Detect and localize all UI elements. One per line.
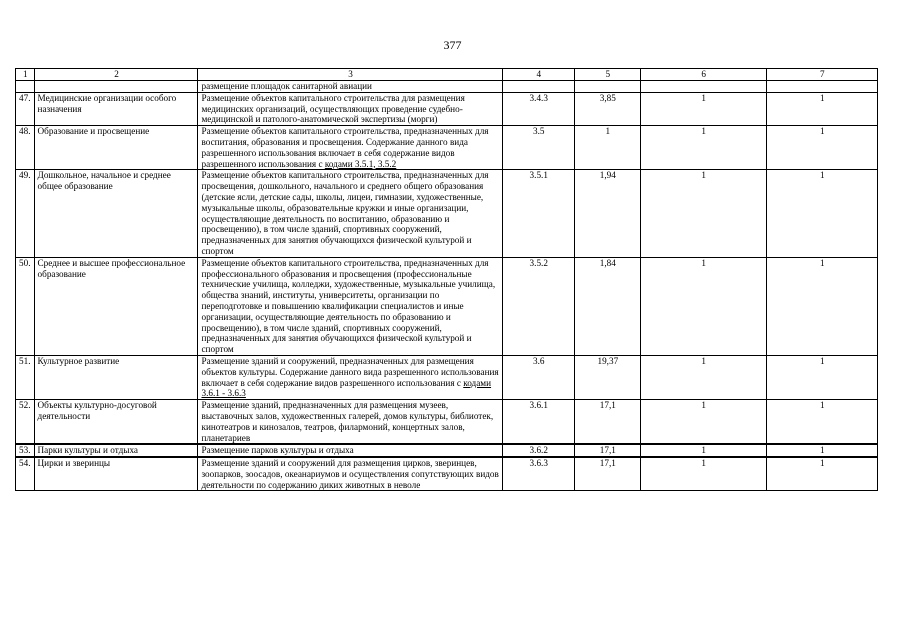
cell-k1: 1 [640, 457, 766, 491]
cell-code: 3.6.2 [502, 444, 574, 457]
cell-description [198, 257, 502, 355]
cell-k1: 1 [640, 444, 766, 457]
cell-num: 52. [16, 400, 35, 445]
column-header: 7 [766, 69, 877, 81]
cell-name [34, 81, 198, 93]
description-text: Размещение объектов капитального строительства, предназначенных для просвещения, дошкольного, начального и среднего общего образования (детские ясли, детские сады, школы, лицеи, гимназии, художественные, музыкальные школы, образовательные кружки и иные организации, осуществляющие деятельность по воспитанию, образованию и просвещению), в том числе зданий, спортивных сооружений, предназначенных для занятия обучающихся физической культурой и спортом [201, 170, 489, 256]
cell-description [198, 400, 502, 445]
cell-code: 3.5 [502, 126, 574, 170]
cell-code: 3.6.1 [502, 400, 574, 445]
column-header: 3 [198, 69, 502, 81]
cell-k1: 1 [640, 400, 766, 445]
cell-value: 17,1 [574, 400, 640, 445]
description-text: Размещение зданий, предназначенных для размещения музеев, выставочных залов, художественных галерей, домов культуры, библиотек, кинотеатров и кинозалов, театров, филармоний, концертных залов, планетариев [201, 400, 494, 443]
description-text: Размещение зданий и сооружений, предназначенных для размещения объектов культуры. Содержание данного вида разрешенного использования включает в себя содержание видов разрешенного использования с [201, 355, 499, 388]
cell-name: Культурное развитие [34, 355, 198, 399]
cell-description [198, 457, 502, 491]
column-header: 6 [640, 69, 766, 81]
cell-description [198, 170, 502, 257]
table-row [16, 126, 878, 170]
table-row [16, 400, 878, 445]
cell-code: 3.5.2 [502, 257, 574, 355]
cell-k2: 1 [766, 444, 877, 457]
cell-k2: 1 [766, 170, 877, 257]
description-text: Размещение парков культуры и отдыха [201, 445, 354, 456]
column-header: 1 [16, 69, 35, 81]
table-row [16, 444, 878, 457]
cell-num: 50. [16, 257, 35, 355]
cell-k2: 1 [766, 92, 877, 125]
table-body [16, 92, 878, 491]
cell-code: 3.4.3 [502, 92, 574, 125]
table-row [16, 92, 878, 125]
cell-value: 19,37 [574, 355, 640, 399]
column-header: 5 [574, 69, 640, 81]
cell-k1: 1 [640, 92, 766, 125]
cell-name: Медицинские организации особого назначения [34, 92, 198, 125]
cell-num: 53. [16, 444, 35, 457]
description-text: Размещение объектов капитального строительства для размещения медицинских организаций, осуществляющих проведение судебно-медицинской и патолого-анатомической экспертизы (морги) [201, 92, 465, 125]
code-reference-link[interactable]: кодами 3.6.1 - 3.6.3 [201, 377, 492, 399]
table-row [16, 457, 878, 491]
description-text: Размещение объектов капитального строительства, предназначенных для профессионального образования и просвещения (профессиональные технические училища, колледжи, художественные, музыкальные училища, общества знаний, институты, университеты, организации по переподготовке и повышению квалификации специалистов и иные организации, осуществляющие деятельность по образованию и просвещению), в том числе зданий, спортивных сооружений, предназначенных для занятия обучающихся физической культурой и спортом [201, 257, 496, 355]
continuation-row [16, 81, 878, 93]
page-number: 377 [443, 38, 462, 52]
column-header: 4 [502, 69, 574, 81]
land-use-table [15, 68, 878, 491]
cell-description [198, 355, 502, 399]
cell-description [198, 92, 502, 125]
description-text: Размещение зданий и сооружений для размещения цирков, зверинцев, зоопарков, зоосадов, океанариумов и осуществления сопутствующих видов деятельности по содержанию диких животных в неволе [201, 458, 499, 490]
cell-value: 1,94 [574, 170, 640, 257]
cell-num: 49. [16, 170, 35, 257]
cell-name: Образование и просвещение [34, 126, 198, 170]
table-row [16, 355, 878, 399]
cell-value: 17,1 [574, 457, 640, 491]
cell-value: 1,84 [574, 257, 640, 355]
cell-num: 48. [16, 126, 35, 170]
cell-num: 51. [16, 355, 35, 399]
cell-name: Дошкольное, начальное и среднее общее образование [34, 170, 198, 257]
cell-k2: 1 [766, 126, 877, 170]
cell-code: 3.6 [502, 355, 574, 399]
cell-num [16, 81, 35, 93]
cell-value: 3,85 [574, 92, 640, 125]
cell-k2: 1 [766, 457, 877, 491]
column-header: 2 [34, 69, 198, 81]
cell-k1: 1 [640, 170, 766, 257]
column-header-row [16, 69, 878, 81]
cell-k1: 1 [640, 257, 766, 355]
cell-num: 54. [16, 457, 35, 491]
cell-name: Объекты культурно-досуговой деятельности [34, 400, 198, 445]
cell-code: 3.5.1 [502, 170, 574, 257]
table-row [16, 257, 878, 355]
cell-value: 17,1 [574, 444, 640, 457]
cell-name: Парки культуры и отдыха [34, 444, 198, 457]
table-row [16, 170, 878, 257]
cell-num: 47. [16, 92, 35, 125]
code-reference-link[interactable]: кодами 3.5.1, 3.5.2 [324, 158, 397, 169]
cell-k2: 1 [766, 400, 877, 445]
cell-k1 [640, 81, 766, 93]
cell-k1: 1 [640, 126, 766, 170]
cell-description [198, 444, 502, 457]
cell-name: Цирки и зверинцы [34, 457, 198, 491]
cell-name: Среднее и высшее профессиональное образование [34, 257, 198, 355]
description-text: Размещение объектов капитального строительства, предназначенных для воспитания, образования и просвещения. Содержание данного вида разрешенного использования включает в себя содержание видов разрешенного использования с [201, 126, 489, 169]
cell-value: 1 [574, 126, 640, 170]
cell-code [502, 81, 574, 93]
cell-k2: 1 [766, 257, 877, 355]
cell-k1: 1 [640, 355, 766, 399]
cell-code: 3.6.3 [502, 457, 574, 491]
cell-k2: 1 [766, 355, 877, 399]
cell-description [198, 126, 502, 170]
cell-description: размещение площадок санитарной авиации [198, 81, 502, 93]
cell-k2 [766, 81, 877, 93]
cell-value [574, 81, 640, 93]
